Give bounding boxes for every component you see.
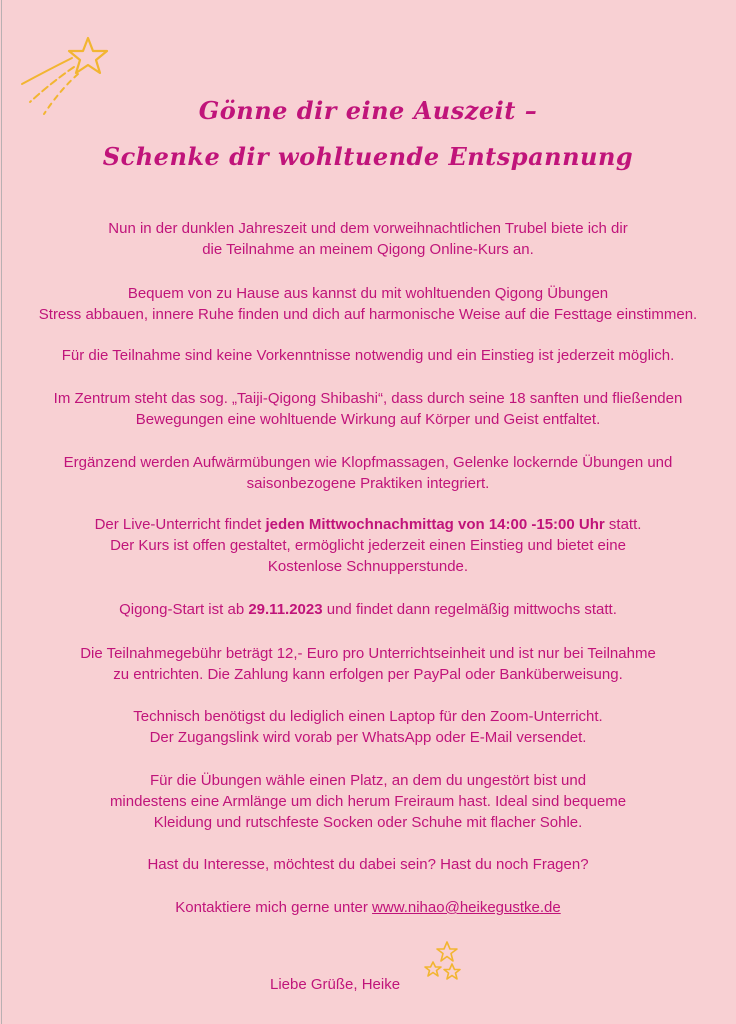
title-line-2: Schenke dir wohltuende Entspannung <box>102 142 634 171</box>
title-line-1: Gönne dir eine Auszeit – <box>198 96 538 125</box>
contact-link[interactable]: www.nihao@heikegustke.de <box>372 899 561 916</box>
text-line: Stress abbauen, innere Ruhe finden und dich auf harmonische Weise auf die Festtage einstimmen. <box>38 306 698 323</box>
text-line: Nun in der dunklen Jahreszeit und dem vorweihnachtlichen Trubel biete ich dir <box>108 220 628 237</box>
text-line <box>20 599 716 620</box>
paragraph-technical <box>20 706 716 748</box>
text-line <box>20 514 716 535</box>
stars-cluster-icon <box>420 938 468 986</box>
text-span: Kontaktiere mich gerne unter <box>175 899 373 916</box>
text-line: zu entrichten. Die Zahlung kann erfolgen per PayPal oder Banküberweisung. <box>113 666 623 683</box>
text-line: Bewegungen eine wohltuende Wirkung auf Körper und Geist entfaltet. <box>135 411 601 428</box>
text-line: Technisch benötigst du lediglich einen Laptop für den Zoom-Unterricht. <box>133 708 603 725</box>
paragraph-supplement <box>20 452 716 494</box>
text-line: mindestens eine Armlänge um dich herum Freiraum hast. Ideal sind bequeme <box>109 793 627 810</box>
text-line: Kleidung und rutschfeste Socken oder Schuhe mit flacher Sohle. <box>153 814 583 831</box>
text-line: saisonbezogene Praktiken integriert. <box>246 475 490 492</box>
text-line: die Teilnahme an meinem Qigong Online-Kurs an. <box>202 241 534 258</box>
text-line: Bequem von zu Hause aus kannst du mit wohltuenden Qigong Übungen <box>127 285 609 302</box>
start-date-highlight: 29.11.2023 <box>248 601 323 618</box>
text-line: Im Zentrum steht das sog. „Taiji-Qigong Shibashi“, dass durch seine 18 sanften und fließenden <box>53 390 683 407</box>
paragraph-center <box>20 388 716 430</box>
text-line: Für die Übungen wähle einen Platz, an dem du ungestört bist und <box>149 772 587 789</box>
paragraph-start-date <box>20 599 716 620</box>
schedule-highlight: jeden Mittwochnachmittag von 14:00 -15:00 Uhr <box>265 516 605 533</box>
text-span: Qigong-Start ist ab <box>119 601 249 618</box>
text-span: Der Live-Unterricht findet <box>94 516 266 533</box>
paragraph-place <box>20 770 716 833</box>
text-line: Kostenlose Schnupperstunde. <box>267 558 469 575</box>
paragraph-contact <box>20 897 716 918</box>
text-line: Der Zugangslink wird vorab per WhatsApp oder E-Mail versendet. <box>149 729 587 746</box>
paragraph-comfort <box>20 283 716 325</box>
signoff: Liebe Grüße, Heike <box>270 976 401 993</box>
text-line: Die Teilnahmegebühr beträgt 12,- Euro pro Unterrichtseinheit und ist nur bei Teilnahme <box>80 645 656 662</box>
text-line: Hast du Interesse, möchtest du dabei sein? Hast du noch Fragen? <box>147 856 589 873</box>
text-line: Für die Teilnahme sind keine Vorkenntnisse notwendig und ein Einstieg ist jederzeit möglich. <box>61 347 675 364</box>
text-span: statt. <box>604 516 642 533</box>
text-line: Ergänzend werden Aufwärmübungen wie Klopfmassagen, Gelenke lockernde Übungen und <box>63 454 673 471</box>
paragraph-fee <box>20 643 716 685</box>
text-span: und findet dann regelmäßig mittwochs statt. <box>322 601 617 618</box>
paragraph-question <box>20 854 716 875</box>
paragraph-prerequisites <box>20 345 716 366</box>
paragraph-intro <box>20 218 716 260</box>
text-line <box>20 897 716 918</box>
text-line: Der Kurs ist offen gestaltet, ermöglicht jederzeit einen Einstieg und bietet eine <box>110 537 626 554</box>
paragraph-live-lesson <box>20 514 716 577</box>
